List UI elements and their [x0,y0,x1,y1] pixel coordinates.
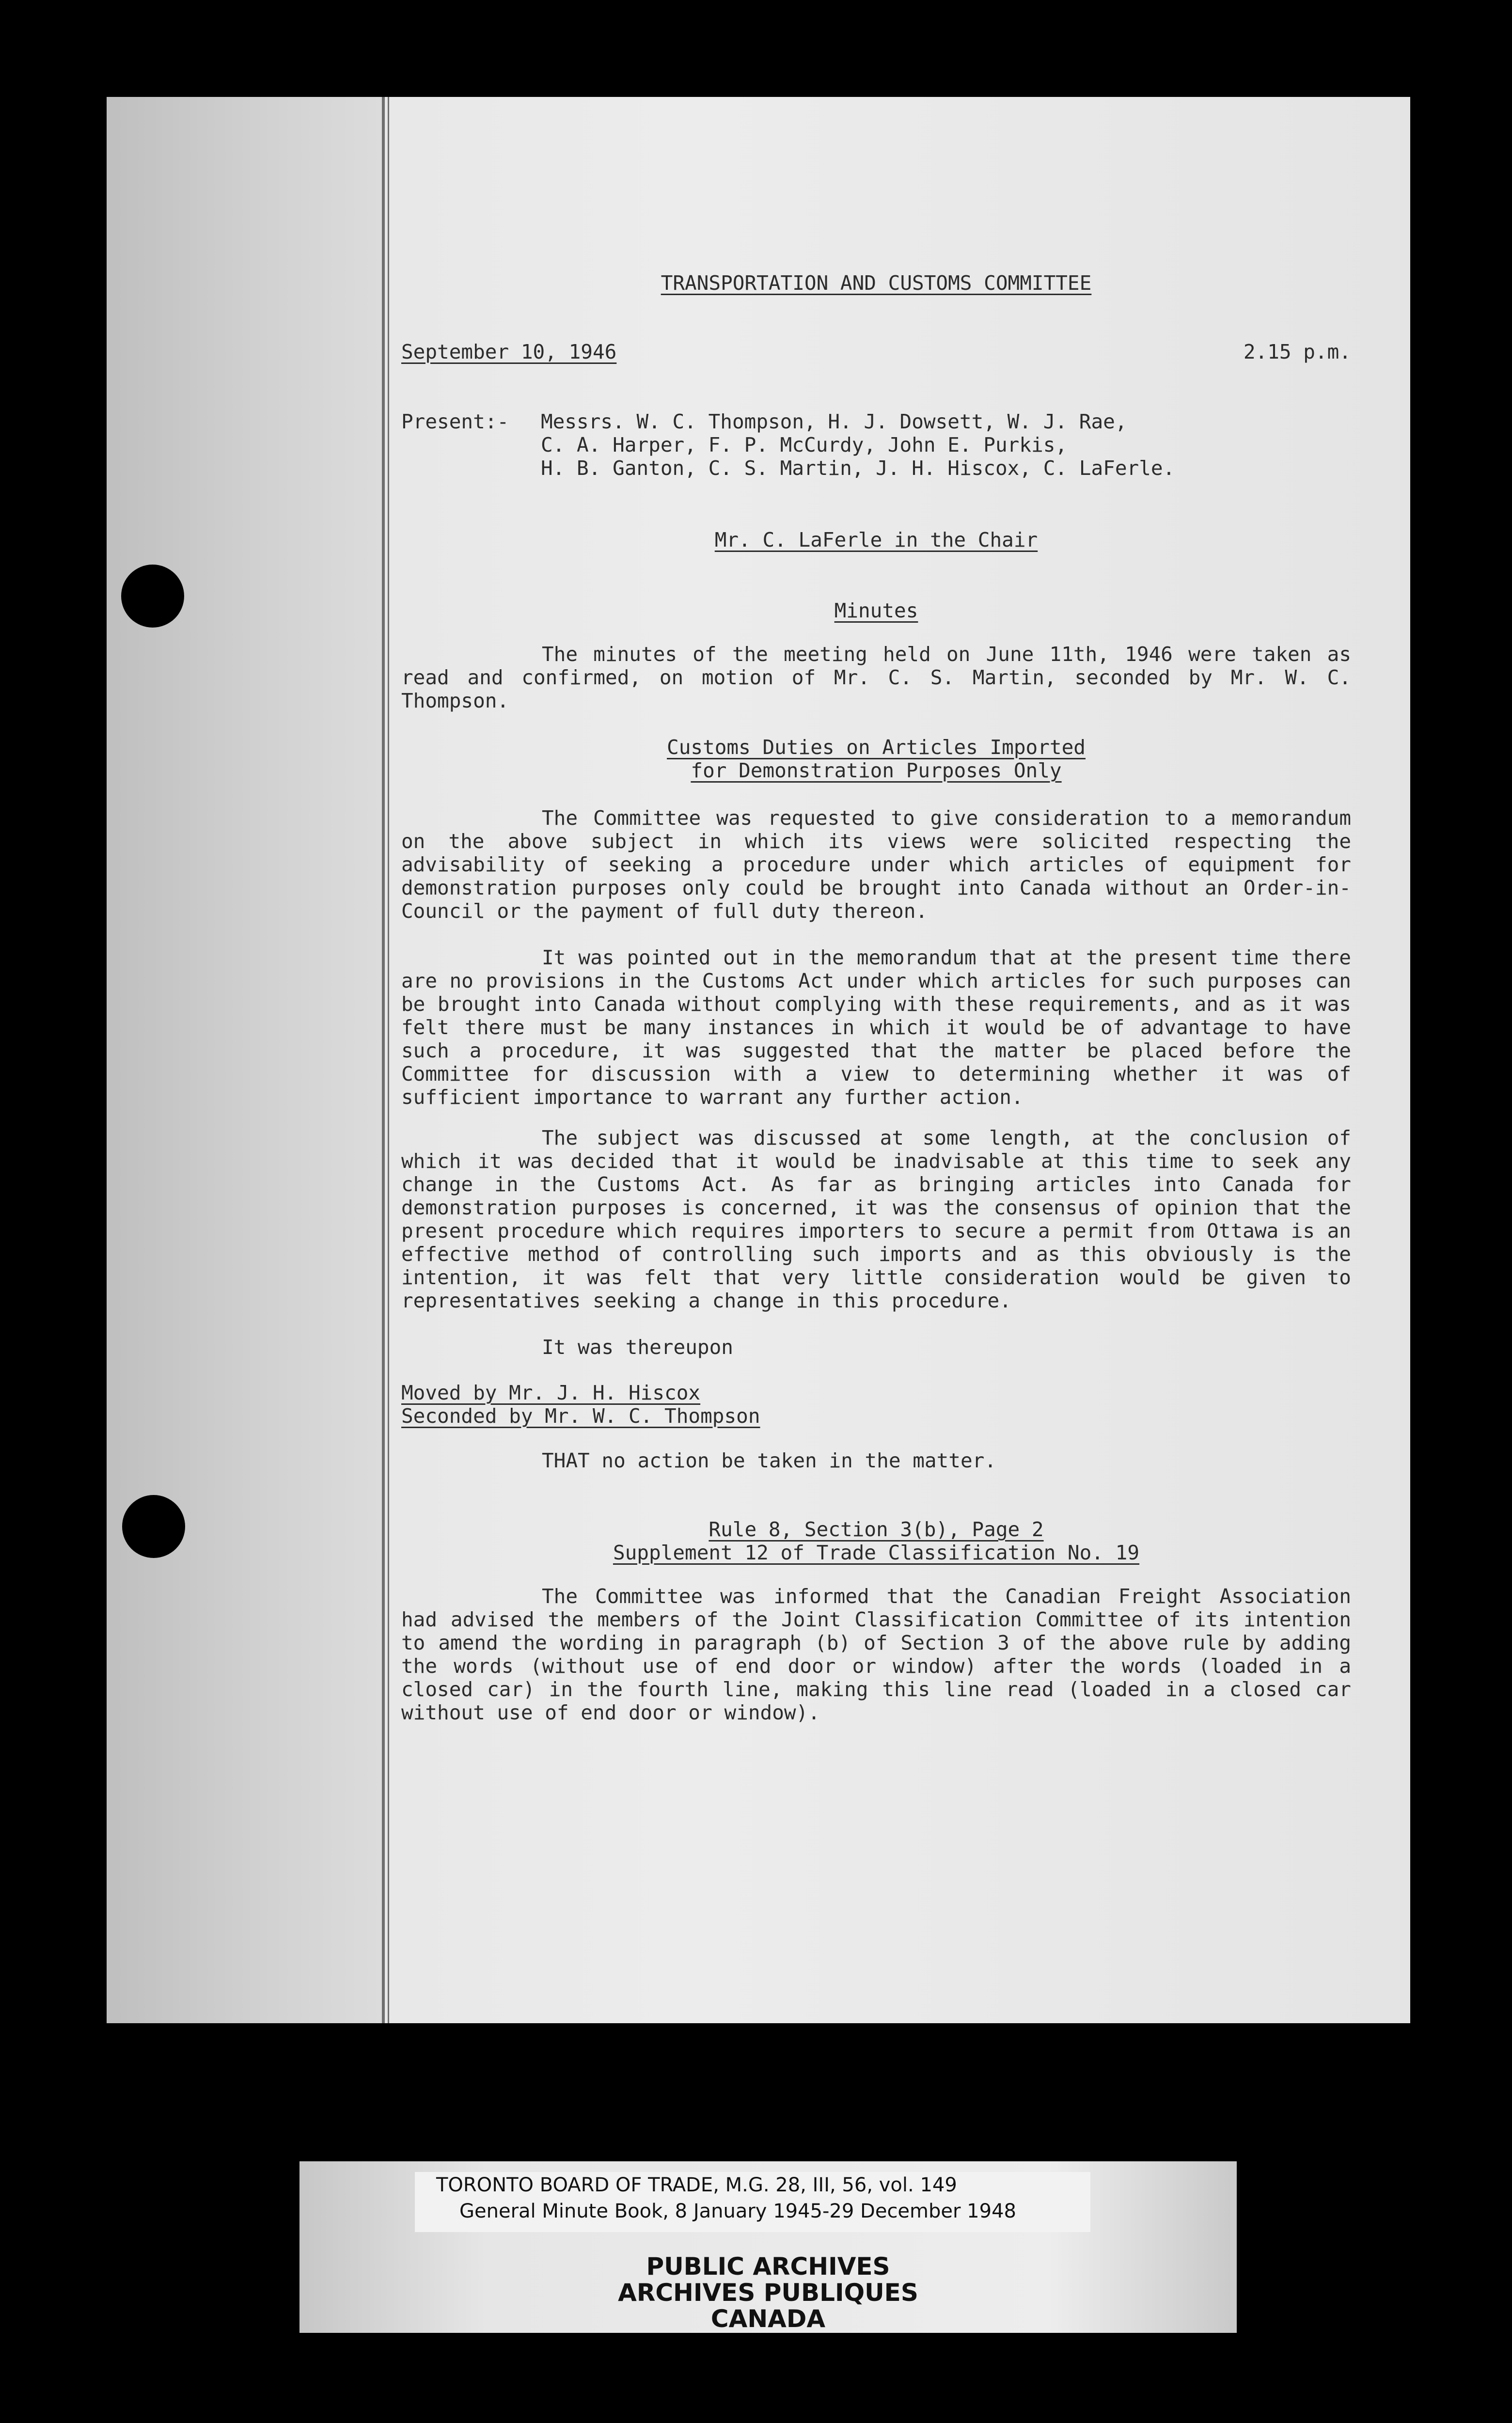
customs-heading-line2: for Demonstration Purposes Only [691,759,1062,782]
date-row [401,340,1351,363]
attendee-names [541,410,1175,480]
archive-stamp-line1: PUBLIC ARCHIVES [646,2252,890,2281]
rule-heading-line2: Supplement 12 of Trade Classification No. 19 [613,1541,1140,1564]
resolution-text: THAT no action be taken in the matter. [542,1449,996,1472]
punch-hole-bottom [122,1495,185,1558]
customs-paragraph-3: The subject was discussed at some length, at the conclusion of which it was decided that it would be inadvisable at this time to seek any change in the Customs Act. As far as bringing articles into Canada for demonstration purposes is concerned, it was the consensus of opinion that the present procedure which requires importers to secure a permit from Ottawa is an effective method of controlling such imports and as this obviously is the intention, it was felt that very little consideration would be given to representatives seeking a change in this procedure. [401,1126,1351,1312]
rule-paragraph: The Committee was informed that the Canadian Freight Association had advised the members of the Joint Classification Committee of its intention to amend the wording in paragraph (b) of Section 3 of the above rule by adding the words (without use of end door or window) after the words (loaded in a closed car) in the fourth line, making this line read (loaded in a closed car without use of end door or window). [401,1585,1351,1724]
margin-rule-inner [388,97,389,2023]
minutes-paragraph: The minutes of the meeting held on June 11th, 1946 were taken as read and confirmed, on motion of Mr. C. S. Martin, seconded by Mr. W. C. Thompson. [401,643,1351,712]
archive-stamp-line3: CANADA [710,2305,826,2333]
customs-paragraph-1: The Committee was requested to give consideration to a memorandum on the above subject in which its views were solicited respecting the advisability of seeking a procedure under which articles of equipment for demonstration purposes only could be brought into Canada without an Order-in-Council or the payment of full duty thereon. [401,806,1351,923]
archive-reference-line2: General Minute Book, 8 January 1945-29 December 1948 [459,2200,1016,2222]
minutes-heading: Minutes [834,599,918,622]
seconded-by: Seconded by Mr. W. C. Thompson [401,1404,760,1428]
archive-reference-line1: TORONTO BOARD OF TRADE, M.G. 28, III, 56, vol. 149 [436,2174,957,2196]
margin-rule [382,97,385,2023]
document-title: TRANSPORTATION AND CUSTOMS COMMITTEE [661,271,1092,295]
chair-heading: Mr. C. LaFerle in the Chair [714,528,1038,551]
customs-heading-line1: Customs Duties on Articles Imported [667,736,1086,759]
attendee-line: H. B. Ganton, C. S. Martin, J. H. Hiscox, C. LaFerle. [541,456,1175,480]
archive-label [299,2161,1237,2333]
present-label: Present:- [401,410,509,433]
motion-block [401,1381,1351,1428]
attendance-list [401,410,1351,480]
attendee-line: Messrs. W. C. Thompson, H. J. Dowsett, W. J. Rae, [541,410,1127,433]
archive-stamp-line2: ARCHIVES PUBLIQUES [618,2279,918,2307]
rule-heading-line1: Rule 8, Section 3(b), Page 2 [709,1518,1044,1541]
archive-stamp [299,2253,1237,2332]
archive-reference [415,2172,1090,2232]
punch-hole-top [121,565,184,628]
moved-by: Moved by Mr. J. H. Hiscox [401,1381,701,1404]
meeting-date: September 10, 1946 [401,340,617,363]
customs-paragraph-2: It was pointed out in the memorandum that at the present time there are no provisions in the Customs Act under which articles for such purposes can be brought into Canada without complying with these requirements, and as it was felt there must be many instances in which it would be of advantage to have such a procedure, it was suggested that the matter be placed before the Committee for discussion with a view to determining whether it was of sufficient importance to warrant any further action. [401,946,1351,1109]
thereupon-text: It was thereupon [542,1336,733,1359]
meeting-time: 2.15 p.m. [1243,340,1351,363]
binding-margin [107,97,383,2023]
attendee-line: C. A. Harper, F. P. McCurdy, John E. Purkis, [541,433,1068,456]
